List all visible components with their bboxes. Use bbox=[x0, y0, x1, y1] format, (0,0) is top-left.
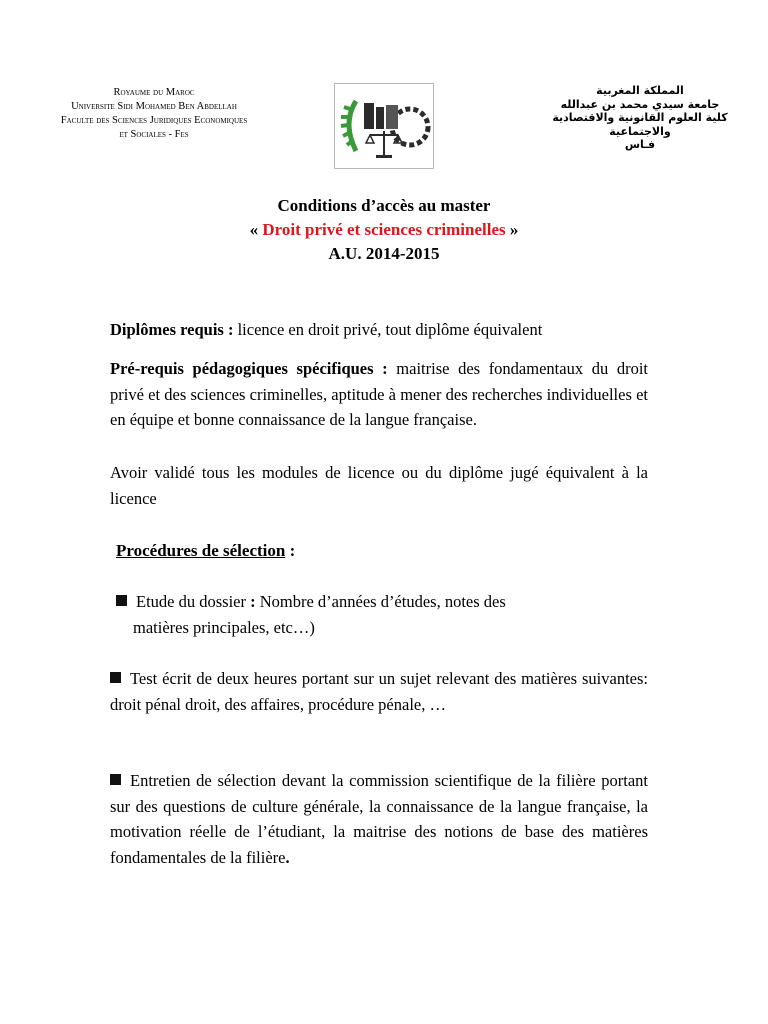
faculty-emblem-icon bbox=[334, 83, 434, 169]
header-fr-line4: et Sociales - Fes bbox=[119, 129, 189, 140]
header-institution-fr bbox=[18, 86, 290, 142]
test-text: Test écrit de deux heures portant sur un sujet relevant des matières suivantes: droit pénal droit, des affaires, procédure pénale, … bbox=[110, 669, 648, 714]
program-title bbox=[150, 218, 618, 242]
square-bullet-icon bbox=[110, 774, 121, 785]
header-ar-line5: فـاس bbox=[624, 138, 656, 151]
entretien-end: . bbox=[285, 847, 290, 867]
list-item-test bbox=[110, 666, 648, 717]
header-ar-line1: المملكة المغربية bbox=[596, 84, 684, 97]
entretien-text: Entretien de sélection devant la commission scientifique de la filière portant sur des questions de culture générale, la connaissance de la langue française, la motivation réelle de l’étudiant, la maitrise des notions de base des matières fondamentales de la filière bbox=[110, 771, 648, 867]
header-fr-line1: Royaume du Maroc bbox=[113, 87, 195, 98]
etude-label: Etude du dossier bbox=[136, 592, 251, 611]
etude-colon: : bbox=[250, 592, 256, 611]
faculty-logo bbox=[334, 83, 434, 169]
document-title bbox=[150, 194, 618, 266]
academic-year: A.U. 2014-2015 bbox=[328, 244, 440, 263]
etude-line1: Nombre d’années d’études, notes des bbox=[255, 592, 506, 611]
title-line: Conditions d’accès au master bbox=[277, 196, 491, 215]
etude-line2: matières principales, etc…) bbox=[133, 617, 315, 637]
prerequis-label: Pré-requis pédagogiques spécifiques : bbox=[110, 359, 388, 378]
header-institution-ar bbox=[530, 84, 750, 152]
procedures-heading-text: Procédures de sélection bbox=[116, 541, 286, 560]
list-item-etude bbox=[116, 589, 636, 640]
validation-paragraph: Avoir validé tous les modules de licence ou du diplôme jugé équivalent à la licence bbox=[110, 463, 648, 508]
header-ar-line2: جامعة سيدي محمد بن عبدالله bbox=[560, 97, 720, 111]
procedures-heading-suffix: : bbox=[285, 541, 296, 560]
square-bullet-icon bbox=[110, 672, 121, 683]
list-item-entretien bbox=[110, 768, 648, 870]
procedures-heading bbox=[116, 538, 295, 564]
close-quote: » bbox=[505, 220, 519, 239]
diplomes-label: Diplômes requis : bbox=[110, 320, 234, 339]
program-name: Droit privé et sciences criminelles bbox=[262, 220, 506, 239]
header-ar-line3: كلية العلوم القانونية والاقتصادية bbox=[552, 111, 728, 124]
header-ar-line4: والاجتماعية bbox=[609, 124, 671, 138]
prerequis-paragraph bbox=[110, 356, 648, 433]
open-quote: « bbox=[249, 220, 263, 239]
header-fr-line3: Faculte des Sciences Juridiques Economiques bbox=[60, 115, 248, 126]
header-fr-line2: Universite Sidi Mohamed Ben Abdellah bbox=[71, 101, 237, 112]
diplomes-requis bbox=[110, 317, 648, 343]
diplomes-text: licence en droit privé, tout diplôme équivalent bbox=[233, 320, 543, 339]
square-bullet-icon bbox=[116, 595, 127, 606]
prerequis-text: maitrise des fondamentaux du droit privé et des sciences criminelles, aptitude à mener des recherches individuelles et en équipe et bonne connaissance de la langue française. bbox=[110, 359, 648, 429]
